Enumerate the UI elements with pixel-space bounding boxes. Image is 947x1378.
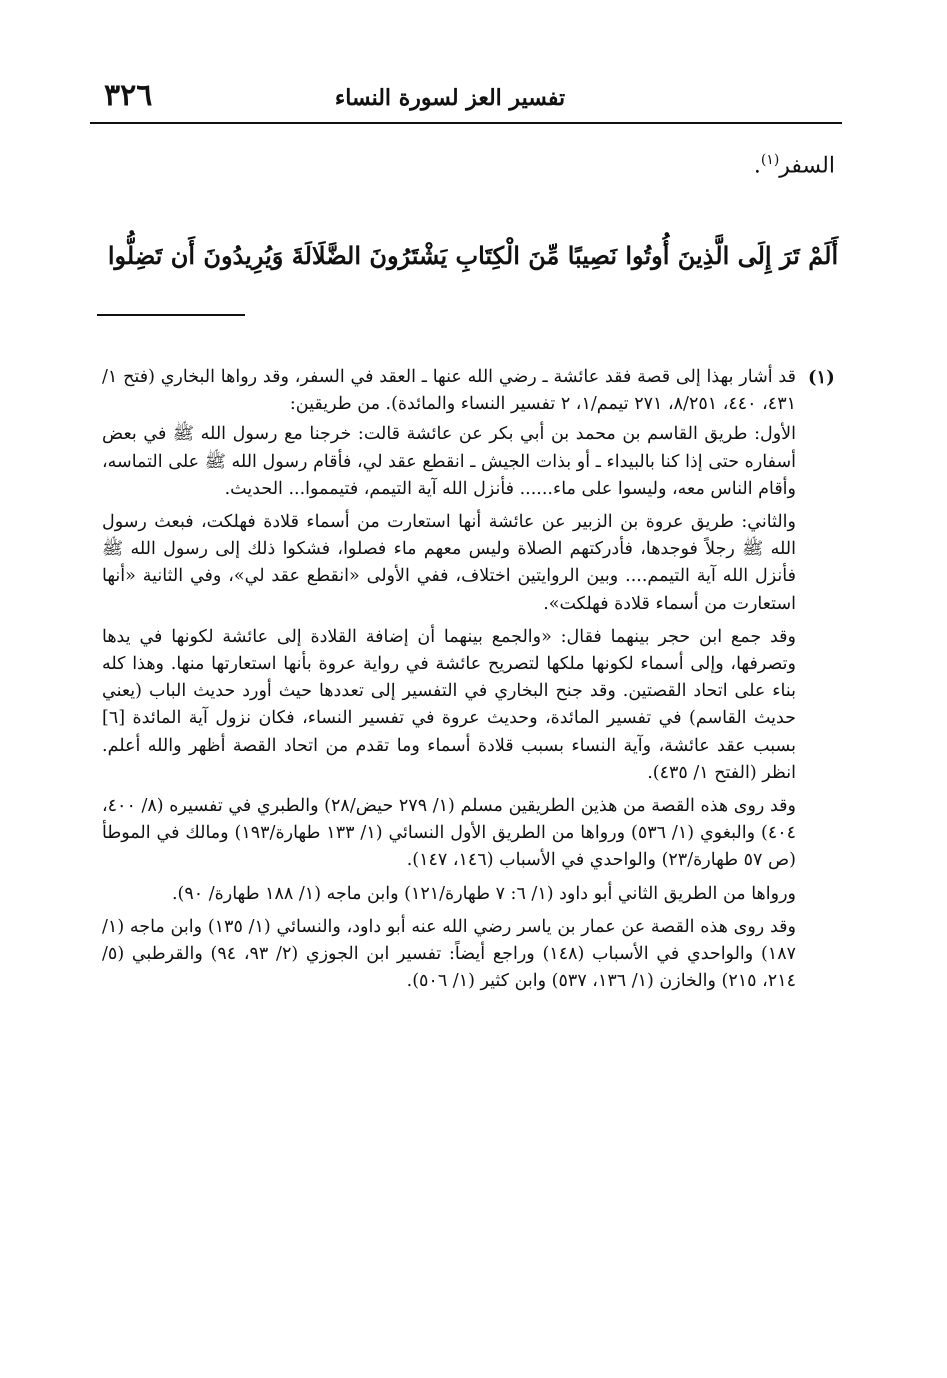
page-number: ٣٢٦ bbox=[104, 78, 153, 113]
footnote-paragraph: والثاني: طريق عروة بن الزبير عن عائشة أنها استعارت من أسماء قلادة فهلكت، فبعث رسول الله ﷺ رجلاً فوجدها، فأدركتهم الصلاة وليس معهم ماء فصلوا، فشكوا ذلك إلى رسول الله ﷺ فأنزل الله آية التيمم.... وبين الروايتين اختلاف، ففي الأولى «انقطع عقد لي»، وفي الثانية «أنها استعارت من أسماء قلادة فهلكت». bbox=[102, 512, 796, 614]
footnote-paragraph: وقد جمع ابن حجر بينهما فقال: «والجمع بينهما أن إضافة القلادة إلى عائشة لكونها في يدها وتصرفها، وإلى أسماء لكونها ملكها لتصريح عائشة في رواية عروة بأنها استعارتها منها. وهذا كله بناء على اتحاد القصتين. وقد جنح البخاري في التفسير إلى تعددها حيث أورد حديث الباب (يعني حديث القاسم) في تفسير المائدة، وحديث عروة في تفسير النساء، فكان نزول آية المائدة [٦] بسبب عقد عائشة، وآية النساء بسبب قلادة أسماء وما تقدم من اتحاد القصة أظهر والله أعلم. انظر (الفتح ١/ ٤٣٥). bbox=[102, 626, 796, 783]
footnote-separator bbox=[97, 314, 245, 316]
footnote-paragraph: وقد روى هذه القصة من هذين الطريقين مسلم (١/ ٢٧٩ حيض/٢٨) والطبري في تفسيره (٨/ ٤٠٠، ٤٠٤) والبغوي (١/ ٥٣٦) ورواها من الطريق الأول النسائي (١/ ١٣٣ طهارة/١٩٣) ومالك في الموطأ (ص ٥٧ طهارة/٢٣) والواحدي في الأسباب (١٤٦، ١٤٧). bbox=[102, 796, 797, 871]
continued-text-end: . bbox=[753, 153, 761, 179]
quran-verse: أَلَمْ تَرَ إِلَى الَّذِينَ أُوتُوا نَصِيبًا مِّنَ الْكِتَابِ يَشْتَرُونَ الضَّلَالَةَ وَيُرِيدُونَ أَن تَضِلُّوا bbox=[107, 241, 839, 270]
header-divider bbox=[90, 122, 842, 124]
footnote-paragraph: ورواها من الطريق الثاني أبو داود (١/ ٦: ٧ طهارة/١٢١) وابن ماجه (١/ ١٨٨ طهارة/ ٩٠). bbox=[171, 883, 796, 904]
continued-text: السفر bbox=[779, 153, 835, 179]
footnote-reference: (١) bbox=[760, 152, 780, 168]
footnote-paragraph: الأول: طريق القاسم بن محمد بن أبي بكر عن عائشة قالت: خرجنا مع رسول الله ﷺ في بعض أسفاره حتى إذا كنا بالبيداء ـ أو بذات الجيش ـ انقطع عقد لي، فأقام رسول الله ﷺ على التماسه، وأقام الناس معه، وليسوا على ماء...... فأنزل الله آية التيمم، فتيمموا... الحديث. bbox=[102, 424, 796, 499]
continued-text-line bbox=[135, 138, 835, 188]
footnote-paragraph: قد أشار بهذا إلى قصة فقد عائشة ـ رضي الله عنها ـ العقد في السفر، وقد رواها البخاري (فتح ١/ ٤٣١، ٤٤٠، ٨/٢٥١، ٢٧١ تيمم/١، ٢ تفسير النساء والمائدة). من طريقين: bbox=[102, 367, 796, 415]
footnote-paragraph: وقد روى هذه القصة عن عمار بن ياسر رضي الله عنه أبو داود، والنسائي (١/ ١٣٥) وابن ماجه (١/ ١٨٧) والواحدي في الأسباب (١٤٨) وراجع أيضاً: تفسير ابن الجوزي (٢/ ٩٣، ٩٤) والقرطبي (٥/ ٢١٤، ٢١٥) والخازن (١/ ١٣٦، ٥٣٧) وابن كثير (١/ ٥٠٦). bbox=[102, 916, 796, 992]
running-title: تفسير العز لسورة النساء bbox=[334, 85, 566, 111]
footnote-marker: (١) bbox=[808, 367, 835, 388]
footnote-body bbox=[102, 364, 796, 1001]
